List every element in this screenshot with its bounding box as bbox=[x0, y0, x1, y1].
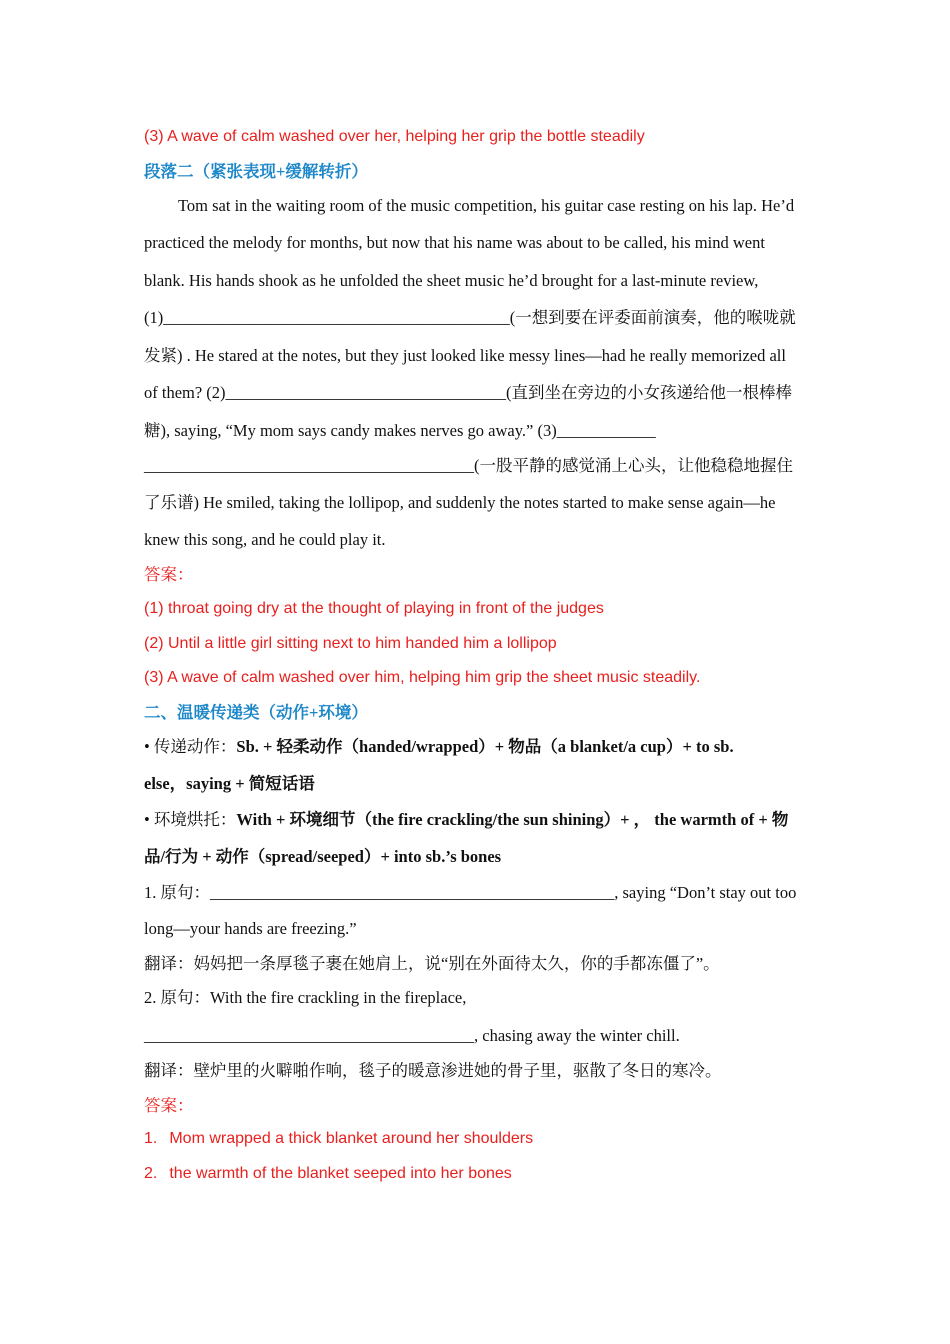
answer-label: 答案： bbox=[144, 565, 194, 584]
paragraph-line: Tom sat in the waiting room of the music competition, his guitar case resting on his lap. He’d bbox=[178, 196, 795, 215]
answer-item-2: (2) Until a little girl sitting next to him handed him a lollipop bbox=[144, 635, 557, 652]
pattern-action-formula-cont: else，saying + 简短话语 bbox=[144, 774, 315, 793]
pattern-environment-line-1 bbox=[144, 810, 808, 830]
answer-item-warm-1 bbox=[144, 1129, 808, 1149]
paragraph-line: (1)__________________________________________(一想到要在评委面前演奏，他的喉咙就 bbox=[144, 308, 796, 327]
example-1-translation: 翻译：妈妈把一条厚毯子裹在她肩上，说“别在外面待太久，你的手都冻僵了”。 bbox=[144, 954, 720, 973]
pattern-action-prefix: • 传递动作： bbox=[144, 737, 237, 756]
pattern-environment-line-2 bbox=[144, 847, 808, 867]
pattern-action-line-1 bbox=[144, 737, 808, 757]
paragraph-line: blank. His hands shook as he unfolded the sheet music he’d brought for a last-minute review, bbox=[144, 271, 759, 290]
example-2-original-cont: ________________________________________, chasing away the winter chill. bbox=[144, 1026, 680, 1045]
category-heading-warmth: 二、温暖传递类（动作+环境） bbox=[144, 703, 368, 722]
paragraph-line: of them? (2)__________________________________(直到坐在旁边的小女孩递给他一根棒棒 bbox=[144, 383, 793, 402]
paragraph-line: practiced the melody for months, but now that his name was about to be called, his mind went bbox=[144, 233, 765, 252]
answer-number: 1. bbox=[144, 1130, 158, 1147]
pattern-environment-formula-cont: 品/行为 + 动作（spread/seeped）+ into sb.’s bones bbox=[144, 847, 502, 866]
paragraph-line: 发紧) . He stared at the notes, but they just looked like messy lines—had he really memorized all bbox=[144, 346, 786, 365]
example-2-translation: 翻译：壁炉里的火噼啪作响，毯子的暖意渗进她的骨子里，驱散了冬日的寒冷。 bbox=[144, 1061, 722, 1080]
paragraph-line: 糖), saying, “My mom says candy makes nerves go away.” (3)____________ bbox=[144, 421, 656, 440]
example-1-original: 1. 原句：_________________________________________________, saying “Don’t stay out too bbox=[144, 883, 797, 902]
prev-answer-3: (3) A wave of calm washed over her, helping her grip the bottle steadily bbox=[144, 128, 645, 145]
paragraph-line: 了乐谱) He smiled, taking the lollipop, and suddenly the notes started to make sense again—he bbox=[144, 493, 776, 512]
paragraph-line: ________________________________________(一股平静的感觉涌上心头，让他稳稳地握住 bbox=[144, 456, 793, 475]
answer-text: Mom wrapped a thick blanket around her shoulders bbox=[169, 1130, 534, 1147]
example-2-original: 2. 原句：With the fire crackling in the fireplace, bbox=[144, 988, 467, 1007]
answer-item-1: (1) throat going dry at the thought of playing in front of the judges bbox=[144, 600, 604, 617]
pattern-action-formula: Sb. + 轻柔动作（handed/wrapped）+ 物品（a blanket/a cup）+ to sb. bbox=[236, 737, 734, 756]
answer-item-warm-2 bbox=[144, 1164, 808, 1184]
paragraph-line: knew this song, and he could play it. bbox=[144, 530, 386, 549]
answer-item-3: (3) A wave of calm washed over him, helping him grip the sheet music steadily. bbox=[144, 669, 701, 686]
answer-number: 2. bbox=[144, 1165, 158, 1182]
pattern-environment-formula: With + 环境细节（the fire crackling/the sun shining）+ ， the warmth of + 物 bbox=[236, 810, 789, 829]
example-1-original-cont: long—your hands are freezing.” bbox=[144, 919, 357, 938]
answer-text: the warmth of the blanket seeped into her bones bbox=[169, 1165, 512, 1182]
section-heading-paragraph-2: 段落二（紧张表现+缓解转折） bbox=[144, 162, 368, 181]
pattern-environment-prefix: • 环境烘托： bbox=[144, 810, 237, 829]
answer-label-2: 答案： bbox=[144, 1096, 194, 1115]
pattern-action-line-2 bbox=[144, 774, 808, 794]
